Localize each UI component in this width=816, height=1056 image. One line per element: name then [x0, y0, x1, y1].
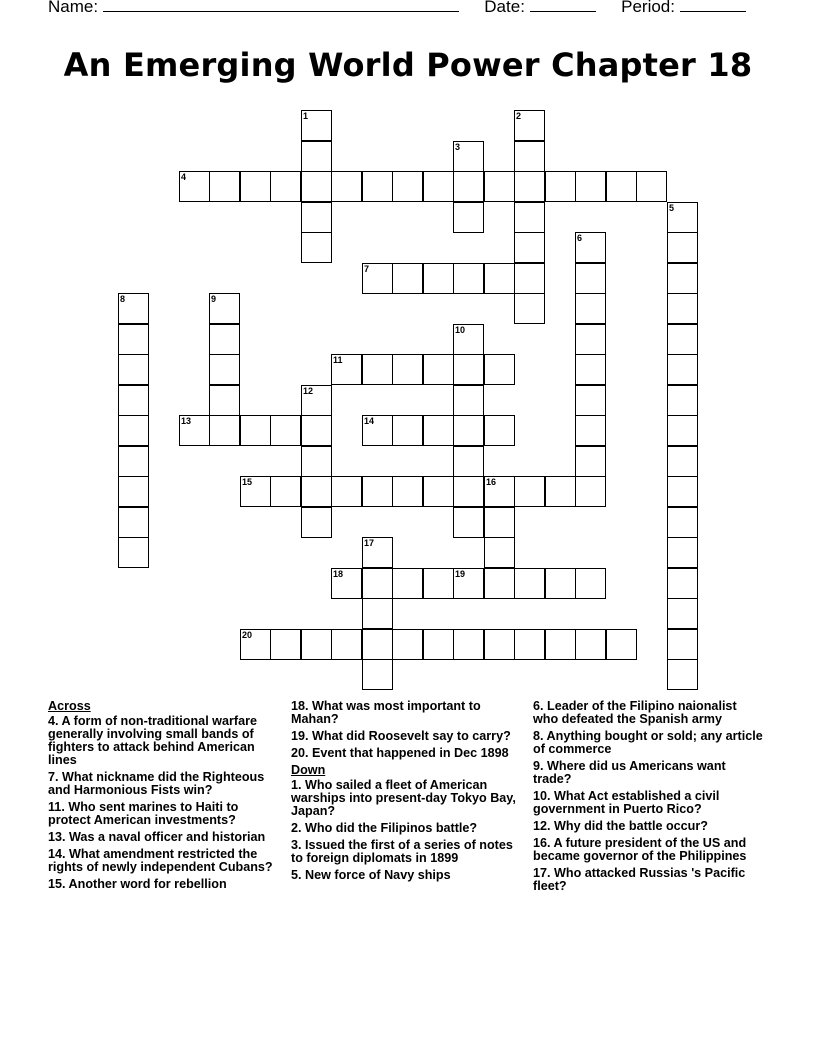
grid-cell[interactable] [331, 354, 362, 385]
grid-cell[interactable] [362, 629, 393, 660]
grid-cell[interactable] [362, 537, 393, 568]
clue-item-number: 20. [291, 746, 313, 760]
down-heading: Down [291, 763, 326, 777]
grid-cell[interactable] [392, 263, 423, 294]
clue-item [291, 839, 523, 865]
clue-item [533, 820, 765, 833]
clue-number: 11 [333, 355, 343, 365]
grid-cell[interactable] [667, 263, 698, 294]
clue-item-number: 4. [48, 714, 62, 728]
grid-cell[interactable] [484, 629, 515, 660]
clue-item [291, 747, 523, 760]
clue-item-text: Why did the battle occur? [554, 819, 708, 833]
grid-cell[interactable] [575, 385, 606, 416]
grid-cell[interactable] [667, 507, 698, 538]
grid-cell[interactable] [362, 659, 393, 690]
clue-number: 4 [181, 172, 187, 182]
grid-cell[interactable] [575, 293, 606, 324]
clue-item [291, 779, 523, 818]
grid-cell[interactable] [453, 476, 484, 507]
grid-cell[interactable] [545, 171, 576, 202]
grid-cell[interactable] [453, 415, 484, 446]
grid-cell[interactable] [484, 354, 515, 385]
clue-number: 5 [669, 203, 675, 213]
grid-cell[interactable] [575, 629, 606, 660]
clue-item-number: 7. [48, 770, 63, 784]
clue-number: 15 [242, 477, 253, 487]
grid-cell[interactable] [392, 415, 423, 446]
clue-item-text: A future president of the US and became governor of the Philippines [533, 836, 747, 863]
clue-item-number: 15. [48, 877, 69, 891]
clue-item [533, 760, 765, 786]
grid-cell[interactable] [575, 354, 606, 385]
grid-cell[interactable] [392, 476, 423, 507]
grid-cell[interactable] [362, 598, 393, 629]
grid-cell[interactable] [667, 415, 698, 446]
grid-cell[interactable] [667, 446, 698, 477]
across-heading: Across [48, 699, 91, 713]
clue-item-text: What amendment restricted the rights of newly independent Cubans? [48, 847, 273, 874]
clue-item-text: Who sent marines to Haiti to protect American investments? [48, 800, 239, 827]
grid-cell[interactable] [240, 171, 271, 202]
grid-cell[interactable] [484, 263, 515, 294]
grid-cell[interactable] [118, 324, 149, 355]
grid-cell[interactable] [484, 415, 515, 446]
clue-item-number: 19. [291, 729, 313, 743]
grid-cell[interactable] [362, 263, 393, 294]
grid-cell[interactable] [545, 629, 576, 660]
clue-item [533, 867, 765, 893]
grid-cell[interactable] [484, 568, 515, 599]
grid-cell[interactable] [514, 263, 545, 294]
grid-cell[interactable] [423, 476, 454, 507]
grid-cell[interactable] [392, 354, 423, 385]
grid-cell[interactable] [362, 171, 393, 202]
grid-cell[interactable] [423, 568, 454, 599]
clue-item-number: 10. [533, 789, 555, 803]
grid-cell[interactable] [423, 263, 454, 294]
grid-cell[interactable] [301, 507, 332, 538]
clue-item [48, 848, 280, 874]
grid-cell[interactable] [209, 415, 240, 446]
clue-item [48, 801, 280, 827]
grid-cell[interactable] [270, 415, 301, 446]
grid-cell[interactable] [514, 110, 545, 141]
grid-cell[interactable] [209, 171, 240, 202]
clue-number: 10 [455, 325, 466, 335]
grid-cell[interactable] [484, 537, 515, 568]
grid-cell[interactable] [118, 446, 149, 477]
grid-cell[interactable] [301, 141, 332, 172]
clue-number: 13 [181, 416, 192, 426]
clue-item-text: What was most important to Mahan? [291, 699, 481, 726]
grid-cell[interactable] [240, 476, 271, 507]
grid-cell[interactable] [575, 476, 606, 507]
clue-item-text: Who attacked Russias 's Pacific fleet? [533, 866, 746, 893]
clue-number: 18 [333, 569, 344, 579]
period-label: Period: [621, 0, 675, 16]
grid-cell[interactable] [453, 354, 484, 385]
grid-cell[interactable] [331, 568, 362, 599]
grid-cell[interactable] [636, 171, 667, 202]
grid-cell[interactable] [423, 171, 454, 202]
grid-cell[interactable] [514, 293, 545, 324]
grid-cell[interactable] [453, 446, 484, 477]
grid-cell[interactable] [575, 232, 606, 263]
grid-cell[interactable] [392, 568, 423, 599]
grid-cell[interactable] [301, 110, 332, 141]
grid-cell[interactable] [270, 629, 301, 660]
grid-cell[interactable] [667, 385, 698, 416]
grid-cell[interactable] [667, 476, 698, 507]
clue-number: 12 [303, 386, 314, 396]
grid-cell[interactable] [240, 415, 271, 446]
grid-cell[interactable] [667, 293, 698, 324]
grid-cell[interactable] [575, 568, 606, 599]
grid-cell[interactable] [331, 629, 362, 660]
clue-number: 1 [303, 111, 309, 121]
grid-cell[interactable] [453, 202, 484, 233]
clues-column-3 [533, 700, 765, 897]
puzzle-title: An Emerging World Power Chapter 18 [63, 46, 753, 84]
grid-cell[interactable] [453, 263, 484, 294]
clues-column-2 [291, 700, 523, 886]
grid-cell[interactable] [331, 171, 362, 202]
clue-item-number: 8. [533, 729, 547, 743]
grid-cell[interactable] [545, 476, 576, 507]
clue-item-number: 2. [291, 821, 306, 835]
clue-item-number: 18. [291, 699, 313, 713]
name-label: Name: [48, 0, 99, 16]
grid-cell[interactable] [575, 171, 606, 202]
clue-item-text: Was a naval officer and historian [69, 830, 266, 844]
grid-cell[interactable] [270, 171, 301, 202]
grid-cell[interactable] [575, 415, 606, 446]
grid-cell[interactable] [118, 293, 149, 324]
clue-item [48, 878, 280, 891]
clue-item-text: Where did us Americans want trade? [533, 759, 726, 786]
grid-cell[interactable] [362, 415, 393, 446]
clue-item [48, 831, 280, 844]
grid-cell[interactable] [575, 324, 606, 355]
clue-item-text: Another word for rebellion [68, 877, 227, 891]
grid-cell[interactable] [545, 568, 576, 599]
clue-item [291, 822, 523, 835]
grid-cell[interactable] [423, 629, 454, 660]
grid-cell[interactable] [179, 415, 210, 446]
clue-number: 6 [577, 233, 583, 243]
grid-cell[interactable] [301, 171, 332, 202]
grid-cell[interactable] [362, 476, 393, 507]
clue-number: 19 [455, 569, 466, 579]
clue-item-text: Anything bought or sold; any article of commerce [533, 729, 763, 756]
grid-cell[interactable] [301, 415, 332, 446]
grid-cell[interactable] [179, 171, 210, 202]
clue-item [533, 790, 765, 816]
grid-cell[interactable] [667, 324, 698, 355]
grid-cell[interactable] [606, 171, 637, 202]
clue-number: 8 [120, 294, 126, 304]
clue-item-text: What Act established a civil government in Puerto Rico? [533, 789, 720, 816]
clue-item [291, 730, 523, 743]
clue-item-number: 17. [533, 866, 555, 880]
grid-cell[interactable] [453, 568, 484, 599]
clue-item [533, 700, 765, 726]
clue-item-text: Issued the first of a series of notes to foreign diplomats in 1899 [291, 838, 513, 865]
grid-cell[interactable] [209, 293, 240, 324]
grid-cell[interactable] [118, 354, 149, 385]
grid-cell[interactable] [453, 324, 484, 355]
clue-item [291, 869, 523, 882]
grid-cell[interactable] [423, 415, 454, 446]
grid-cell[interactable] [667, 537, 698, 568]
clue-item-text: What nickname did the Righteous and Harmonious Fists win? [48, 770, 265, 797]
grid-cell[interactable] [484, 476, 515, 507]
clue-item-text: Who sailed a fleet of American warships into present-day Tokyo Bay, Japan? [291, 778, 516, 818]
grid-cell[interactable] [270, 476, 301, 507]
grid-cell[interactable] [575, 446, 606, 477]
clue-item-text: What did Roosevelt say to carry? [312, 729, 511, 743]
grid-cell[interactable] [118, 476, 149, 507]
grid-cell[interactable] [453, 141, 484, 172]
grid-cell[interactable] [514, 476, 545, 507]
grid-cell[interactable] [301, 202, 332, 233]
clue-item-number: 5. [291, 868, 306, 882]
clue-item-text: A form of non-traditional warfare generally involving small bands of fighters to attack behind American lines [48, 714, 257, 767]
grid-cell[interactable] [209, 324, 240, 355]
clue-item-number: 16. [533, 836, 554, 850]
grid-cell[interactable] [118, 507, 149, 538]
clue-item-number: 13. [48, 830, 70, 844]
grid-cell[interactable] [606, 629, 637, 660]
clue-number: 2 [516, 111, 522, 121]
grid-cell[interactable] [453, 629, 484, 660]
grid-cell[interactable] [514, 629, 545, 660]
clue-item-number: 6. [533, 699, 548, 713]
clue-item-number: 1. [291, 778, 306, 792]
clue-number: 17 [364, 538, 375, 548]
clue-number: 16 [486, 477, 497, 487]
grid-cell[interactable] [118, 385, 149, 416]
grid-cell[interactable] [667, 598, 698, 629]
clue-item [533, 837, 765, 863]
clue-number: 14 [364, 416, 375, 426]
clues-column-1 [48, 700, 280, 895]
clue-number: 3 [455, 142, 461, 152]
grid-cell[interactable] [453, 507, 484, 538]
grid-cell[interactable] [301, 385, 332, 416]
grid-cell[interactable] [667, 354, 698, 385]
grid-cell[interactable] [362, 354, 393, 385]
clue-item [291, 700, 523, 726]
grid-cell[interactable] [514, 232, 545, 263]
grid-cell[interactable] [514, 141, 545, 172]
grid-cell[interactable] [667, 202, 698, 233]
clue-item-number: 12. [533, 819, 555, 833]
grid-cell[interactable] [301, 446, 332, 477]
grid-cell[interactable] [118, 537, 149, 568]
clue-item-number: 11. [48, 800, 69, 814]
clue-item-number: 14. [48, 847, 70, 861]
grid-cell[interactable] [301, 476, 332, 507]
clue-item-text: Who did the Filipinos battle? [305, 821, 478, 835]
grid-cell[interactable] [453, 171, 484, 202]
grid-cell[interactable] [331, 476, 362, 507]
clue-item-text: New force of Navy ships [305, 868, 451, 882]
grid-cell[interactable] [240, 629, 271, 660]
grid-cell[interactable] [209, 354, 240, 385]
grid-cell[interactable] [392, 171, 423, 202]
grid-cell[interactable] [484, 507, 515, 538]
grid-cell[interactable] [362, 568, 393, 599]
grid-cell[interactable] [392, 629, 423, 660]
grid-cell[interactable] [301, 232, 332, 263]
grid-cell[interactable] [514, 171, 545, 202]
grid-cell[interactable] [667, 629, 698, 660]
clue-item [48, 715, 280, 767]
clue-item-text: Event that happened in Dec 1898 [312, 746, 509, 760]
grid-cell[interactable] [453, 385, 484, 416]
date-label: Date: [484, 0, 525, 16]
clue-item-number: 9. [533, 759, 548, 773]
clue-item-text: Leader of the Filipino naionalist who defeated the Spanish army [533, 699, 737, 726]
clue-number: 9 [211, 294, 217, 304]
clue-number: 7 [364, 264, 370, 274]
grid-cell[interactable] [423, 354, 454, 385]
grid-cell[interactable] [667, 568, 698, 599]
clue-number: 20 [242, 630, 253, 640]
grid-cell[interactable] [514, 568, 545, 599]
grid-cell[interactable] [209, 385, 240, 416]
clue-item [48, 771, 280, 797]
grid-cell[interactable] [301, 629, 332, 660]
grid-cell[interactable] [484, 171, 515, 202]
clue-item-number: 3. [291, 838, 306, 852]
grid-cell[interactable] [667, 659, 698, 690]
grid-cell[interactable] [667, 232, 698, 263]
grid-cell[interactable] [575, 263, 606, 294]
grid-cell[interactable] [514, 202, 545, 233]
grid-cell[interactable] [118, 415, 149, 446]
clue-item [533, 730, 765, 756]
